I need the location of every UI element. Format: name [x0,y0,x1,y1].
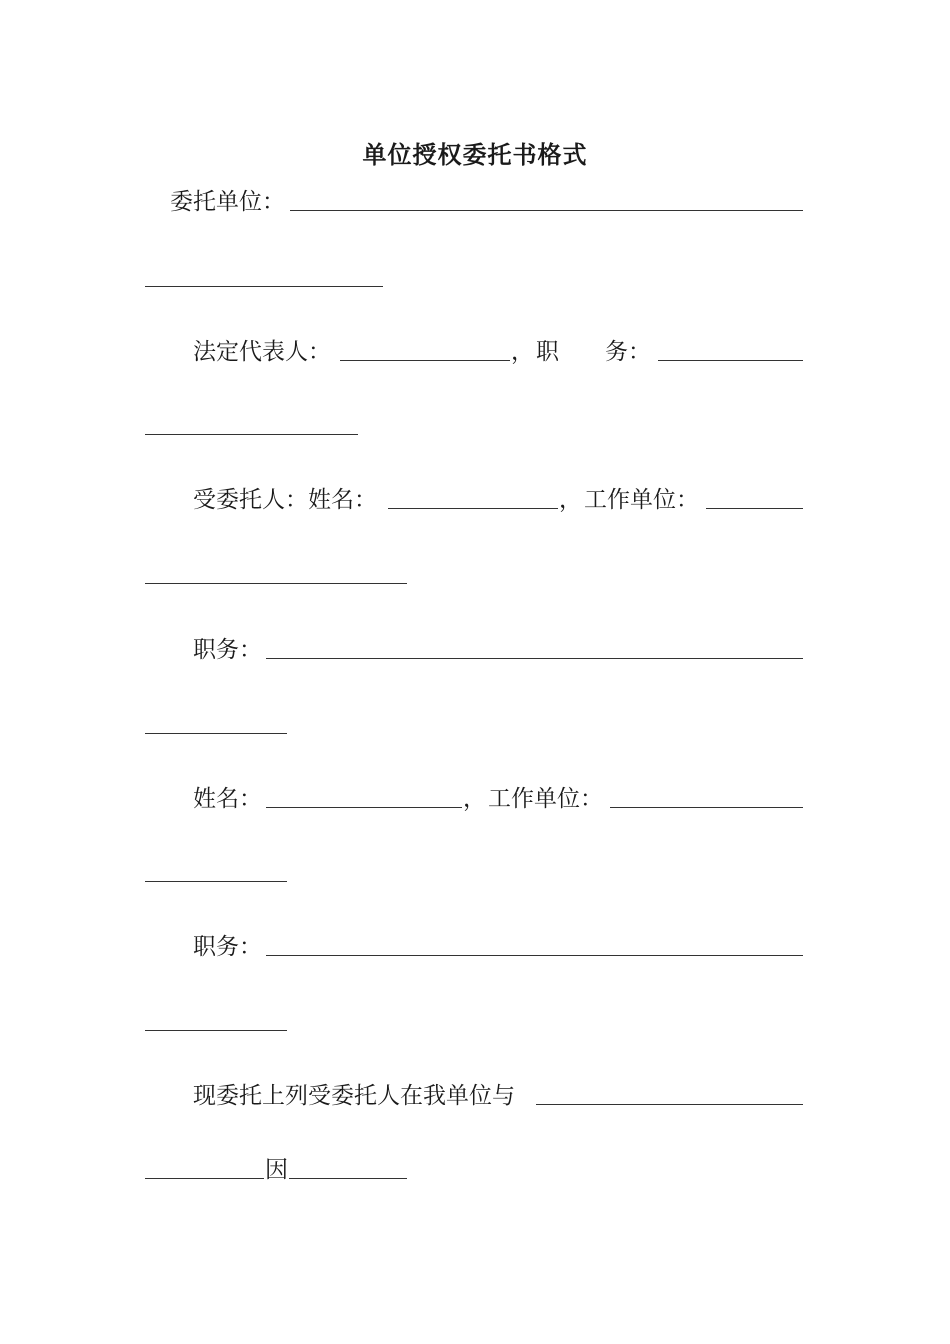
document-title: 单位授权委托书格式 [362,140,588,169]
entrusting-unit-blank-continued[interactable] [145,286,383,287]
entrusting-unit-label: 委托单位： [170,189,285,215]
entrusting-unit-blank[interactable] [290,210,803,211]
position-blank[interactable] [658,360,803,361]
trustee-name-label: 受委托人：姓名： [193,487,377,513]
legal-rep-label: 法定代表人： [193,339,331,365]
work-unit-blank-2-continued[interactable] [145,881,287,882]
legal-rep-blank[interactable] [340,360,510,361]
work-unit-label-1: 工作单位： [584,487,699,513]
counterparty-blank-continued[interactable] [145,1178,264,1179]
work-unit-blank-1[interactable] [706,508,803,509]
comma-2: ， [559,487,582,513]
because-text: 因 [265,1157,288,1183]
name-blank[interactable] [266,807,462,808]
duty-blank-1-continued[interactable] [145,733,287,734]
duty-blank-1[interactable] [266,658,803,659]
reason-blank[interactable] [289,1178,407,1179]
body-text: 现委托上列受委托人在我单位与 [193,1083,515,1109]
name-label: 姓名： [193,786,262,812]
position-label: 职 务： [536,339,651,365]
work-unit-label-2: 工作单位： [488,786,603,812]
comma-3: ， [463,786,486,812]
duty-blank-2[interactable] [266,955,803,956]
comma-1: ， [511,339,534,365]
work-unit-blank-1-continued[interactable] [145,583,407,584]
duty-label-2: 职务： [193,934,262,960]
duty-label-1: 职务： [193,637,262,663]
trustee-name-blank[interactable] [388,508,558,509]
work-unit-blank-2[interactable] [610,807,803,808]
duty-blank-2-continued[interactable] [145,1030,287,1031]
counterparty-blank[interactable] [536,1104,803,1105]
position-blank-continued[interactable] [145,434,358,435]
